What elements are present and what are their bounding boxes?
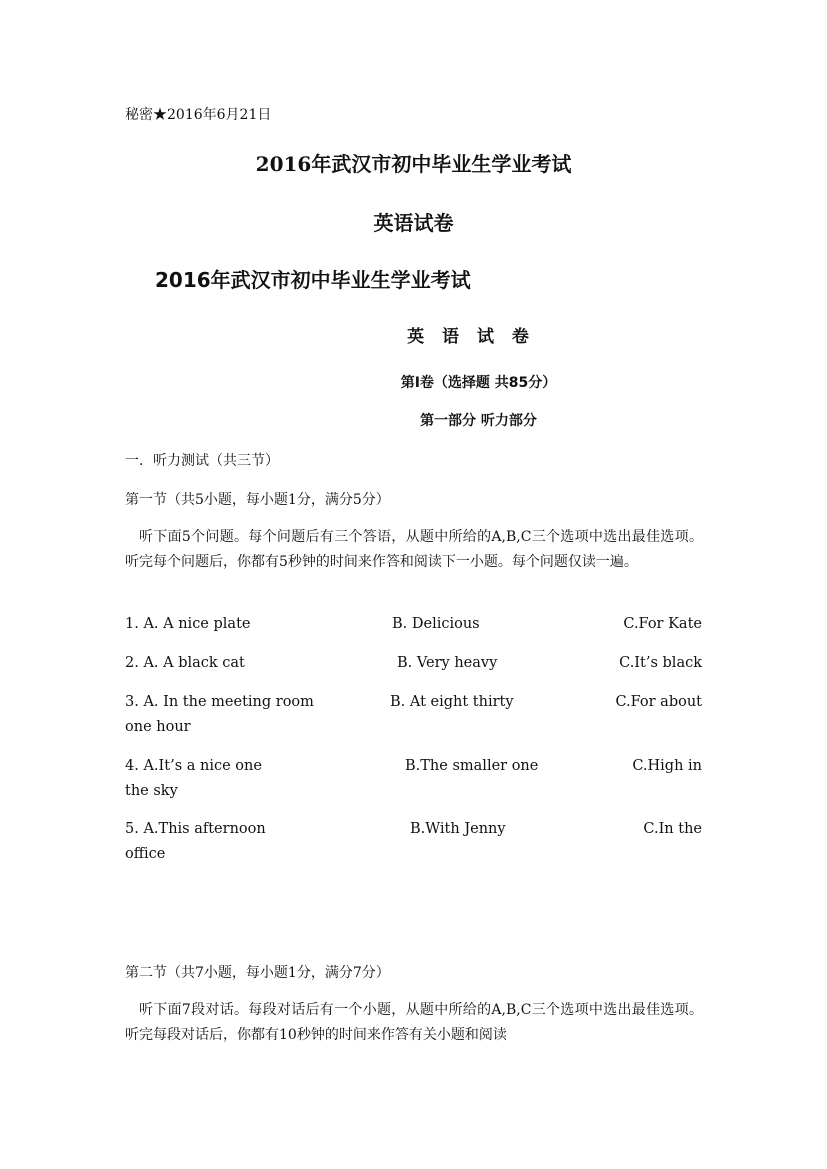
exam-title-repeat: 2016年武汉市初中毕业生学业考试: [155, 268, 471, 292]
question-4-option-b: B.The smaller one: [405, 758, 539, 774]
exam-title: 2016年武汉市初中毕业生学业考试: [255, 152, 572, 176]
listening-section-heading: 一．听力测试（共三节）: [125, 453, 279, 469]
question-1-option-b: B. Delicious: [392, 616, 480, 632]
section2-heading: 第二节（共7小题，每小题1分，满分7分）: [125, 965, 390, 981]
question-3-option-c: C.For about: [615, 694, 702, 710]
question-1-option-a: 1. A. A nice plate: [125, 616, 251, 632]
section1-heading: 第一节（共5小题，每小题1分，满分5分）: [125, 492, 390, 508]
question-4-option-a: 4. A.It’s a nice one: [125, 758, 262, 774]
section1-instructions: 听下面5个问题。每个问题后有三个答语，从题中所给的A,B,C三个选项中选出最佳选项。听完每个问题后，你都有5秒钟的时间来作答和阅读下一小题。每个问题仅读一遍。: [125, 529, 703, 570]
confidential-date: 秘密★2016年6月21日: [125, 107, 272, 123]
question-5-option-a: 5. A.This afternoon: [125, 821, 266, 837]
volume-heading: 第Ⅰ卷（选择题 共85分）: [400, 375, 557, 391]
question-1-option-c: C.For Kate: [623, 616, 702, 632]
exam-subtitle: 英语试卷: [373, 211, 454, 235]
section2-instructions: 听下面7段对话。每段对话后有一个小题，从题中所给的A,B,C三个选项中选出最佳选项。听完每段对话后，你都有10秒钟的时间来作答有关小题和阅读: [125, 1002, 703, 1043]
question-2-option-b: B. Very heavy: [397, 655, 498, 671]
question-5-option-c-wrap: office: [125, 846, 166, 862]
question-5-option-b: B.With Jenny: [410, 821, 506, 837]
question-3-option-c-wrap: one hour: [125, 719, 191, 735]
question-4-option-c-wrap: the sky: [125, 783, 178, 799]
question-4-option-c: C.High in: [632, 758, 702, 774]
question-2-option-c: C.It’s black: [619, 655, 702, 671]
question-3-option-a: 3. A. In the meeting room: [125, 694, 314, 710]
exam-subtitle-spaced: 英 语 试 卷: [407, 327, 535, 347]
part-heading: 第一部分 听力部分: [420, 413, 537, 429]
question-5-option-c: C.In the: [643, 821, 702, 837]
question-2-option-a: 2. A. A black cat: [125, 655, 245, 671]
question-3-option-b: B. At eight thirty: [390, 694, 514, 710]
